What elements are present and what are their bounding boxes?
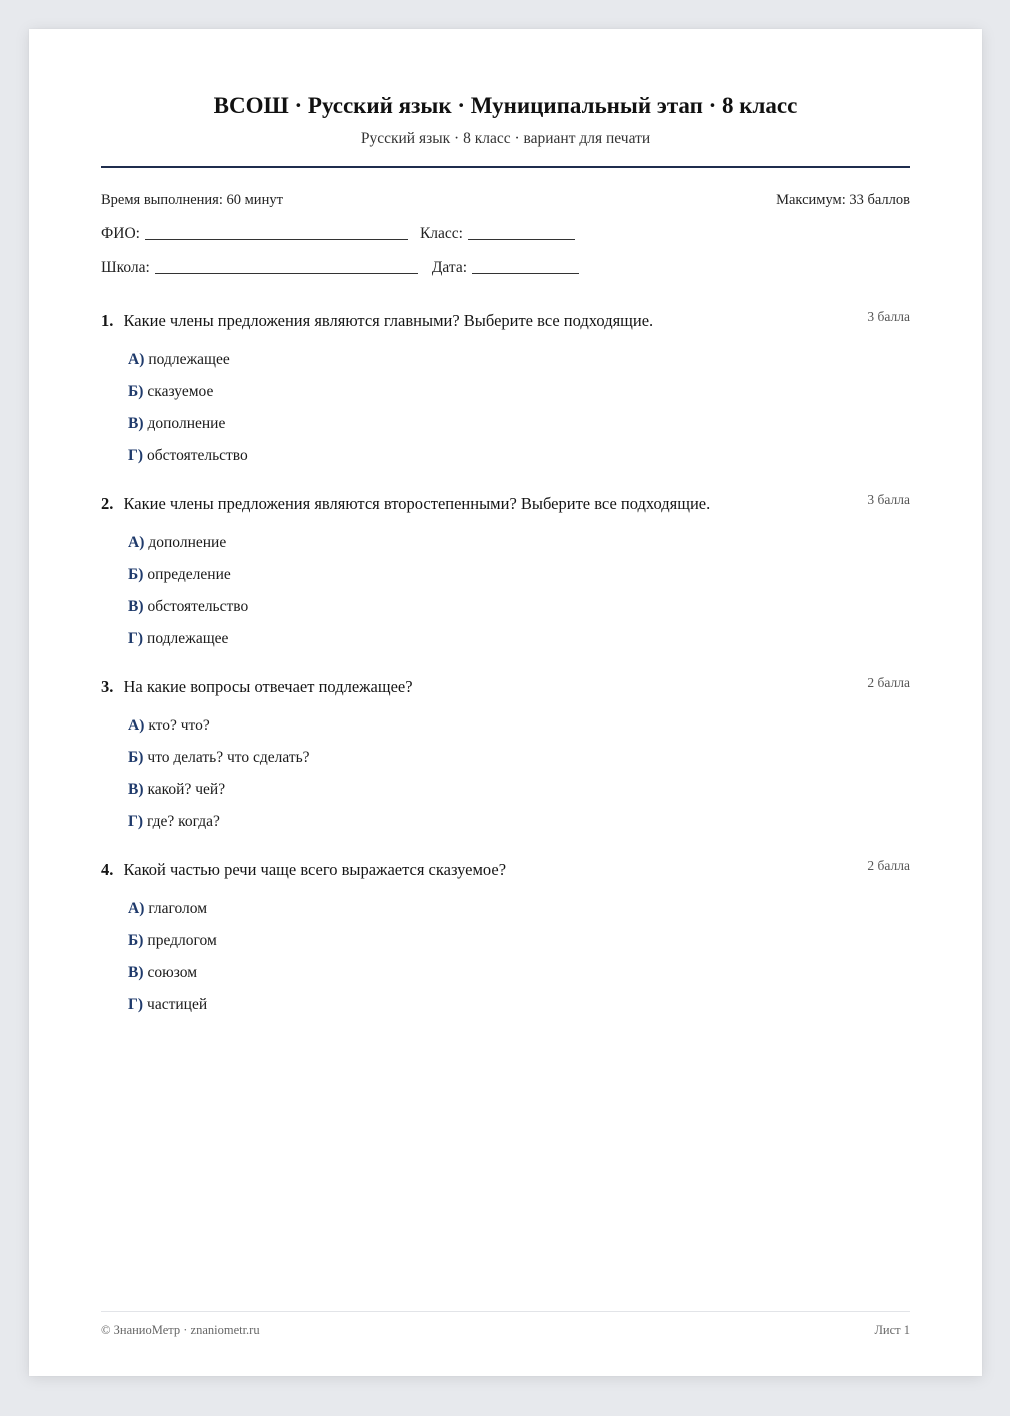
options-list [101,351,910,479]
question-number: 2. [101,494,114,513]
option-letter: Г) [128,813,144,830]
question-points: 2 балла [867,675,910,690]
question-text: Какие члены предложения являются главными? Выберите все подходящие. [123,311,654,330]
date-blank[interactable] [472,272,579,274]
footer-divider [101,1311,910,1312]
question-number: 4. [101,860,114,879]
option-a[interactable] [128,351,910,383]
page-title: ВСОШ · Русский язык · Муниципальный этап · 8 класс [213,93,798,118]
question-text: Какой частью речи чаще всего выражается сказуемое? [123,860,507,879]
fio-class-row [101,225,575,243]
option-letter: Г) [128,447,144,464]
date-label: Дата: [431,259,468,276]
option-text: обстоятельство [147,598,249,615]
option-text: союзом [147,964,198,981]
option-text: где? когда? [147,813,220,830]
option-text: подлежащее [148,351,230,368]
options-list [101,717,910,845]
question-header [101,860,910,880]
question-header [101,494,910,514]
option-letter: В) [128,781,144,798]
options-list [101,900,910,1028]
option-b[interactable] [128,932,910,964]
class-blank[interactable] [468,238,575,240]
option-g[interactable] [128,630,910,662]
page-content [101,29,910,1376]
option-text: какой? чей? [147,781,226,798]
question-2 [101,494,910,662]
option-text: кто? что? [148,717,210,734]
option-text: что делать? что сделать? [147,749,310,766]
option-text: предлогом [147,932,217,949]
page-number: Лист 1 [874,1323,910,1337]
option-g[interactable] [128,813,910,845]
options-list [101,534,910,662]
question-points: 3 балла [867,492,910,507]
question-points: 3 балла [867,309,910,324]
time-limit: Время выполнения: 60 минут [101,192,283,208]
fio-blank[interactable] [145,238,408,240]
fio-label: ФИО: [101,225,140,242]
question-1 [101,311,910,479]
school-label: Школа: [101,259,150,276]
question-number: 3. [101,677,114,696]
option-g[interactable] [128,996,910,1028]
header-divider [101,166,910,168]
school-blank[interactable] [155,272,418,274]
option-b[interactable] [128,749,910,781]
option-v[interactable] [128,781,910,813]
option-v[interactable] [128,964,910,996]
option-letter: В) [128,598,144,615]
option-b[interactable] [128,383,910,415]
school-date-row [101,259,579,277]
option-text: обстоятельство [147,447,248,464]
question-4 [101,860,910,1028]
page-footer [101,1323,910,1338]
option-b[interactable] [128,566,910,598]
question-number: 1. [101,311,114,330]
option-letter: Б) [128,932,144,949]
option-letter: В) [128,415,144,432]
option-letter: Г) [128,630,144,647]
option-letter: Г) [128,996,144,1013]
question-header [101,677,910,697]
option-text: подлежащее [147,630,229,647]
option-text: сказуемое [147,383,214,400]
page-subtitle: Русский язык · 8 класс · вариант для печати [360,130,651,147]
question-text: На какие вопросы отвечает подлежащее? [123,677,413,696]
option-text: дополнение [148,534,227,551]
document-page [29,29,982,1376]
option-letter: А) [128,900,145,917]
option-v[interactable] [128,415,910,447]
option-a[interactable] [128,900,910,932]
option-letter: Б) [128,566,144,583]
class-label: Класс: [419,225,463,242]
question-3 [101,677,910,845]
option-g[interactable] [128,447,910,479]
question-points: 2 балла [867,858,910,873]
exam-meta [101,192,910,209]
option-text: дополнение [147,415,226,432]
option-letter: А) [128,717,145,734]
max-score: Максимум: 33 баллов [776,192,910,208]
question-text: Какие члены предложения являются второстепенными? Выберите все подходящие. [123,494,711,513]
option-text: глаголом [148,900,208,917]
option-letter: В) [128,964,144,981]
option-a[interactable] [128,717,910,749]
option-text: частицей [147,996,208,1013]
option-a[interactable] [128,534,910,566]
footer-copyright: © ЗнаниоМетр · znaniometr.ru [101,1323,260,1337]
option-letter: А) [128,534,145,551]
option-letter: А) [128,351,145,368]
option-text: определение [147,566,231,583]
option-v[interactable] [128,598,910,630]
option-letter: Б) [128,383,144,400]
question-header [101,311,910,331]
option-letter: Б) [128,749,144,766]
